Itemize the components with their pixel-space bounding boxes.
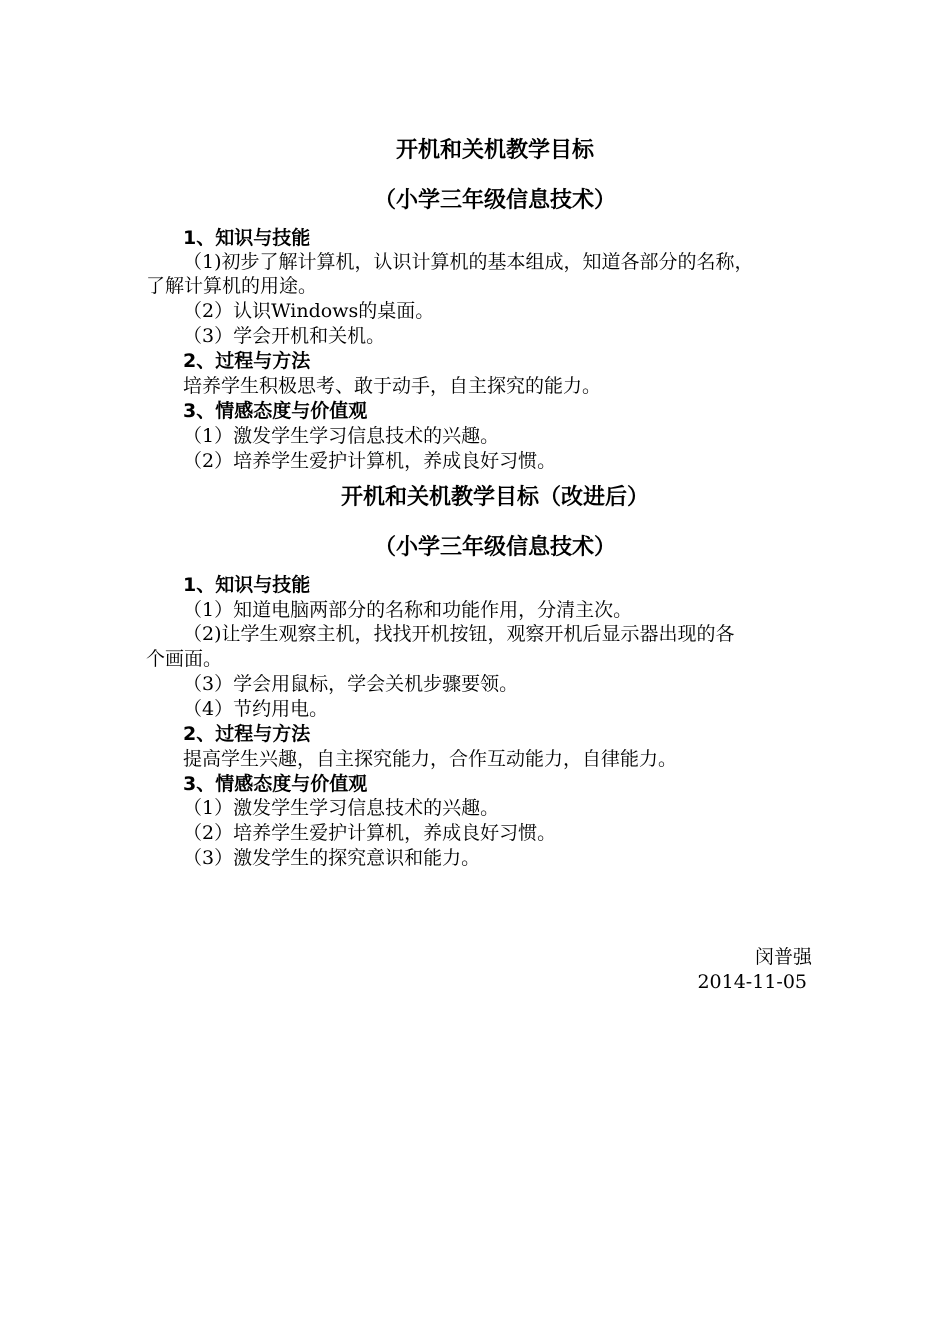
section1-subtitle: （小学三年级信息技术） xyxy=(373,188,616,213)
section2-subtitle: （小学三年级信息技术） xyxy=(373,535,616,560)
section2-knowledge-item: （2)让学生观察主机，找找开机按钮，观察开机后显示器出现的各 xyxy=(183,623,735,645)
section2-attitude-item: （2）培养学生爱护计算机，养成良好习惯。 xyxy=(183,822,557,844)
section1-knowledge-heading: 1、知识与技能 xyxy=(183,227,311,249)
section1-knowledge-item: （1)初步了解计算机，认识计算机的基本组成，知道各部分的名称， xyxy=(183,251,754,273)
section1-process-text: 培养学生积极思考、敢于动手，自主探究的能力。 xyxy=(183,375,602,397)
section1-attitude-item: （1）激发学生学习信息技术的兴趣。 xyxy=(183,425,500,447)
section2-attitude-item: （3）激发学生的探究意识和能力。 xyxy=(183,847,481,869)
section1-process-heading: 2、过程与方法 xyxy=(183,350,311,372)
signature-author: 闵普强 xyxy=(754,946,812,968)
section2-knowledge-item: （3）学会用鼠标，学会关机步骤要领。 xyxy=(183,673,519,695)
signature-date: 2014-11-05 xyxy=(697,971,807,993)
section2-knowledge-item: （1）知道电脑两部分的名称和功能作用，分清主次。 xyxy=(183,599,633,621)
section1-knowledge-item: 了解计算机的用途。 xyxy=(146,275,318,297)
section2-process-heading: 2、过程与方法 xyxy=(183,723,311,745)
section2-title: 开机和关机教学目标（改进后） xyxy=(340,485,649,510)
section2-knowledge-item: 个画面。 xyxy=(146,648,223,670)
section2-knowledge-heading: 1、知识与技能 xyxy=(183,574,311,596)
section1-attitude-item: （2）培养学生爱护计算机，养成良好习惯。 xyxy=(183,450,557,472)
section1-knowledge-item: （2）认识Windows的桌面。 xyxy=(183,300,435,322)
section1-title: 开机和关机教学目标 xyxy=(395,138,594,163)
section2-attitude-item: （1）激发学生学习信息技术的兴趣。 xyxy=(183,797,500,819)
section2-attitude-heading: 3、情感态度与价值观 xyxy=(183,773,368,795)
section1-attitude-heading: 3、情感态度与价值观 xyxy=(183,400,368,422)
section2-process-text: 提高学生兴趣，自主探究能力，合作互动能力，自律能力。 xyxy=(183,748,678,770)
section2-knowledge-item: （4）节约用电。 xyxy=(183,698,329,720)
section1-knowledge-item: （3）学会开机和关机。 xyxy=(183,325,386,347)
